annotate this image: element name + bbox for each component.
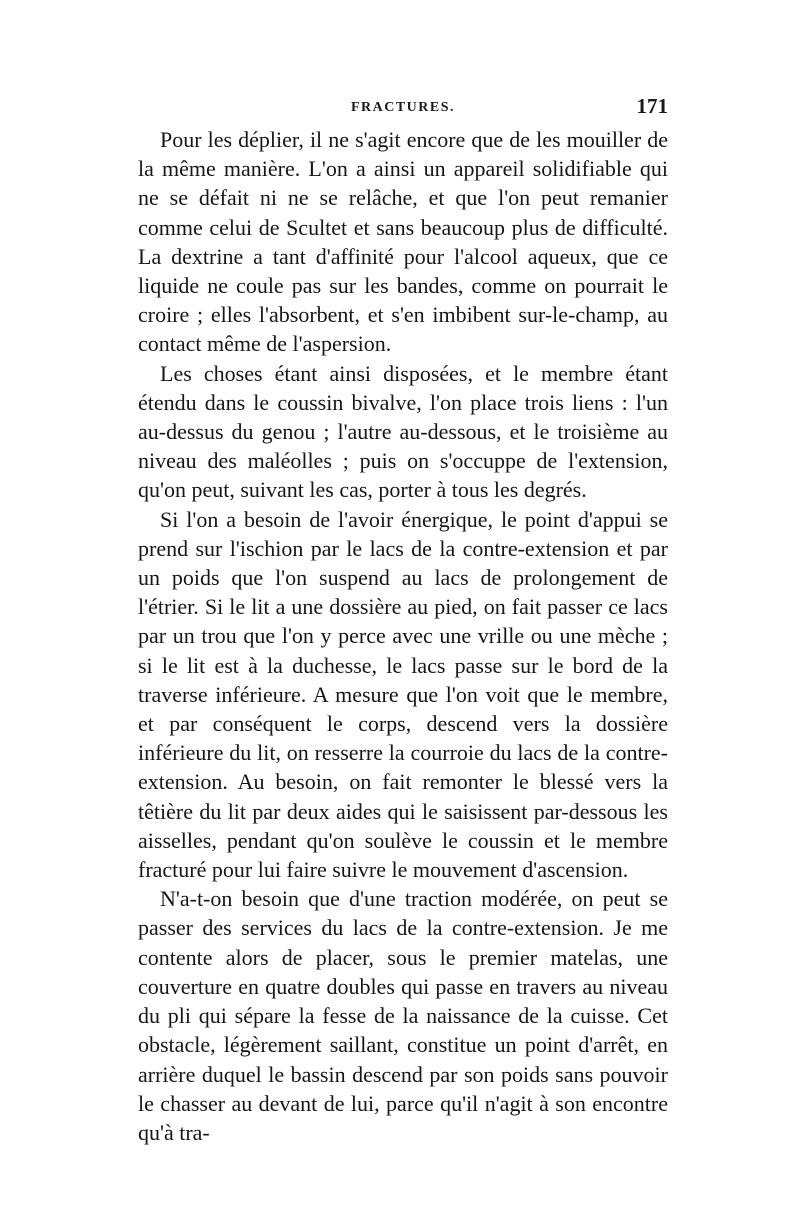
running-title: FRACTURES. [350, 100, 456, 115]
running-head [138, 92, 668, 118]
paragraph-4: N'a-t-on besoin que d'une traction modérée, on peut se passer des services du lacs de la contre-extension. Je me contente alors de placer, sous le premier matelas, une couverture en quatre doubles qui passe en travers au niveau du pli qui sépare la fesse de la naissance de la cuisse. Cet obstacle, légèrement saillant, constitue un point d'arrêt, en arrière duquel le bassin descend par son poids sans pouvoir le chasser au devant de lui, parce qu'il n'agit à son encontre qu'à tra- [138, 886, 668, 1145]
page-number: 171 [636, 94, 668, 118]
paragraph-3: Si l'on a besoin de l'avoir énergique, le point d'appui se prend sur l'ischion par le lacs de la contre-extension et par un poids que l'on suspend au lacs de prolongement de l'étrier. Si le lit a une dossière au pied, on fait passer ce lacs par un trou que l'on y perce avec une vrille ou une mèche ; si le lit est à la duchesse, le lacs passe sur le bord de la traverse inférieure. A mesure que l'on voit que le membre, et par conséquent le corps, descend vers la dossière inférieure du lit, on resserre la courroie du lacs de la contre-extension. Au besoin, on fait remonter le blessé vers la têtière du lit par deux aides qui le saisissent par-dessous les aisselles, pendant qu'on soulève le coussin et le membre fracturé pour lui faire suivre le mouvement d'ascension. [138, 506, 668, 883]
paragraph-1: Pour les déplier, il ne s'agit encore que de les mouiller de la même manière. L'on a ainsi un appareil solidifiable qui ne se défait ni ne se relâche, et que l'on peut remanier comme celui de Scultet et sans beaucoup plus de difficulté. La dextrine a tant d'affinité pour l'alcool aqueux, que ce liquide ne coule pas sur les bandes, comme on pourrait le croire ; elles l'absorbent, et s'en imbibent sur-le-champ, au contact même de l'aspersion. [138, 127, 668, 357]
paragraph-2: Les choses étant ainsi disposées, et le membre étant étendu dans le coussin bivalve, l'on place trois liens : l'un au-dessus du genou ; l'autre au-dessous, et le troisième au niveau des maléolles ; puis on s'occuppe de l'extension, qu'on peut, suivant les cas, porter à tous les degrés. [138, 360, 668, 503]
body-text [138, 125, 668, 1147]
